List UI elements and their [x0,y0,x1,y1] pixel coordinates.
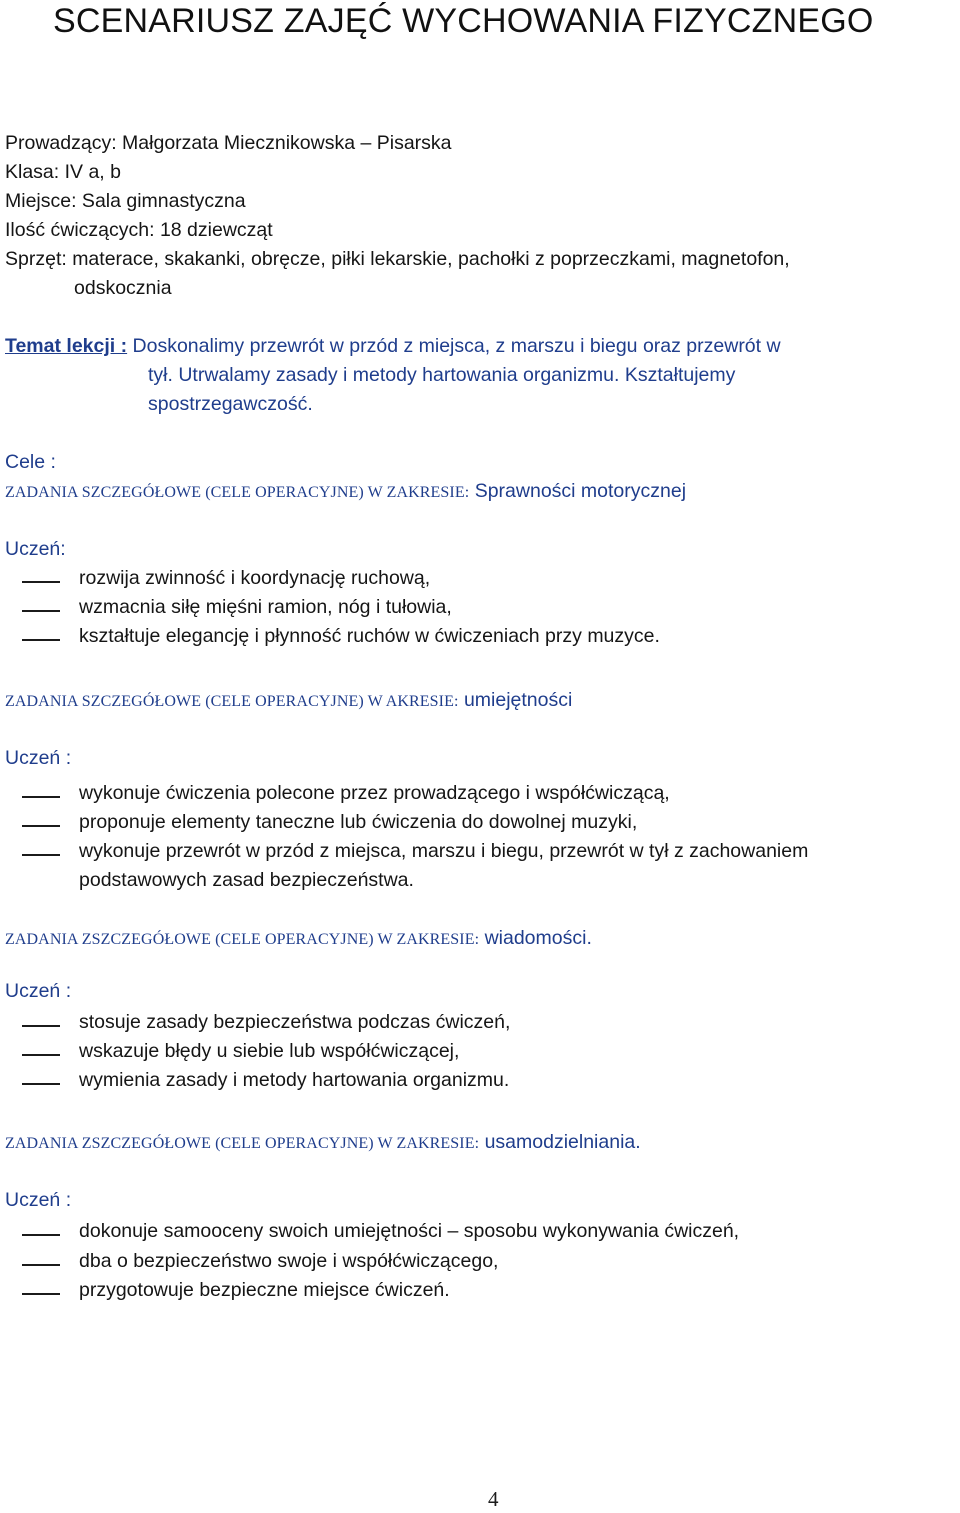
list-item: przygotowuje bezpieczne miejsce ćwiczeń. [79,1279,450,1301]
ilosc-line: Ilość ćwiczących: 18 dziewcząt [5,219,273,241]
temat-text-1: Doskonalimy przewrót w przód z miejsca, z marszu i biegu oraz przewrót w [127,335,781,357]
temat-label: Temat lekcji : [5,335,128,357]
section-heading-prefix: ZADANIA ZSZCZEGÓŁOWE (CELE OPERACYJNE) W ZAKRESIE: [5,931,480,948]
uczen-label: Uczeń : [5,1189,72,1211]
uczen-label: Uczeń: [5,538,66,560]
section-heading-main: Sprawności motorycznej [469,480,687,502]
dash-bullet [22,1293,60,1295]
dash-bullet [22,581,60,583]
list-item: wskazuje błędy u siebie lub współćwiczącej, [79,1040,460,1062]
list-item: stosuje zasady bezpieczeństwa podczas ćwiczeń, [79,1011,511,1033]
document-title: SCENARIUSZ ZAJĘĆ WYCHOWANIA FIZYCZNEGO [53,2,874,40]
dash-bullet [22,854,60,856]
dash-bullet [22,1234,60,1236]
prowadzacy-line: Prowadzący: Małgorzata Miecznikowska – Pisarska [5,132,452,154]
section-3-heading [5,927,592,950]
dash-bullet [22,1264,60,1266]
section-4-heading [5,1131,641,1154]
sprzet-line-continued: odskocznia [74,277,172,299]
page-number: 4 [488,1487,499,1511]
section-heading-prefix: ZADANIA SZCZEGÓŁOWE (CELE OPERACYJNE) W ZAKRESIE: [5,484,470,501]
section-heading-main: wiadomości. [479,927,592,949]
list-item: wymienia zasady i metody hartowania organizmu. [79,1069,510,1091]
list-item: wzmacnia siłę mięśni ramion, nóg i tułowia, [79,596,452,618]
dash-bullet [22,825,60,827]
dash-bullet [22,1083,60,1085]
temat-text-3: spostrzegawczość. [148,393,313,415]
uczen-label: Uczeń : [5,747,72,769]
temat-text-2: tył. Utrwalamy zasady i metody hartowania organizmu. Kształtujemy [148,364,736,386]
sprzet-line: Sprzęt: materace, skakanki, obręcze, piłki lekarskie, pachołki z poprzeczkami, magnetofon, [5,248,790,270]
list-item: rozwija zwinność i koordynację ruchową, [79,567,431,589]
dash-bullet [22,610,60,612]
dash-bullet [22,639,60,641]
list-item: dba o bezpieczeństwo swoje i współćwiczącego, [79,1250,499,1272]
section-2-heading [5,689,572,712]
list-item: kształtuje elegancję i płynność ruchów w ćwiczeniach przy muzyce. [79,625,660,647]
dash-bullet [22,1025,60,1027]
list-item: wykonuje przewrót w przód z miejsca, marszu i biegu, przewrót w tył z zachowaniem [79,840,809,862]
cele-label: Cele : [5,451,56,473]
uczen-label: Uczeń : [5,980,72,1002]
section-heading-prefix: ZADANIA SZCZEGÓŁOWE (CELE OPERACYJNE) W AKRESIE: [5,693,459,710]
dash-bullet [22,796,60,798]
klasa-line: Klasa: IV a, b [5,161,121,183]
section-heading-prefix: ZADANIA ZSZCZEGÓŁOWE (CELE OPERACYJNE) W ZAKRESIE: [5,1135,480,1152]
miejsce-line: Miejsce: Sala gimnastyczna [5,190,246,212]
list-item-continued: podstawowych zasad bezpieczeństwa. [79,869,414,891]
list-item: wykonuje ćwiczenia polecone przez prowadzącego i współćwiczącą, [79,782,670,804]
section-heading-main: usamodzielniania. [479,1131,641,1153]
list-item: proponuje elementy taneczne lub ćwiczenia do dowolnej muzyki, [79,811,638,833]
dash-bullet [22,1054,60,1056]
list-item: dokonuje samooceny swoich umiejętności – sposobu wykonywania ćwiczeń, [79,1220,740,1242]
temat-line [5,335,781,358]
section-1-heading [5,480,686,503]
section-heading-main: umiejętności [458,689,573,711]
